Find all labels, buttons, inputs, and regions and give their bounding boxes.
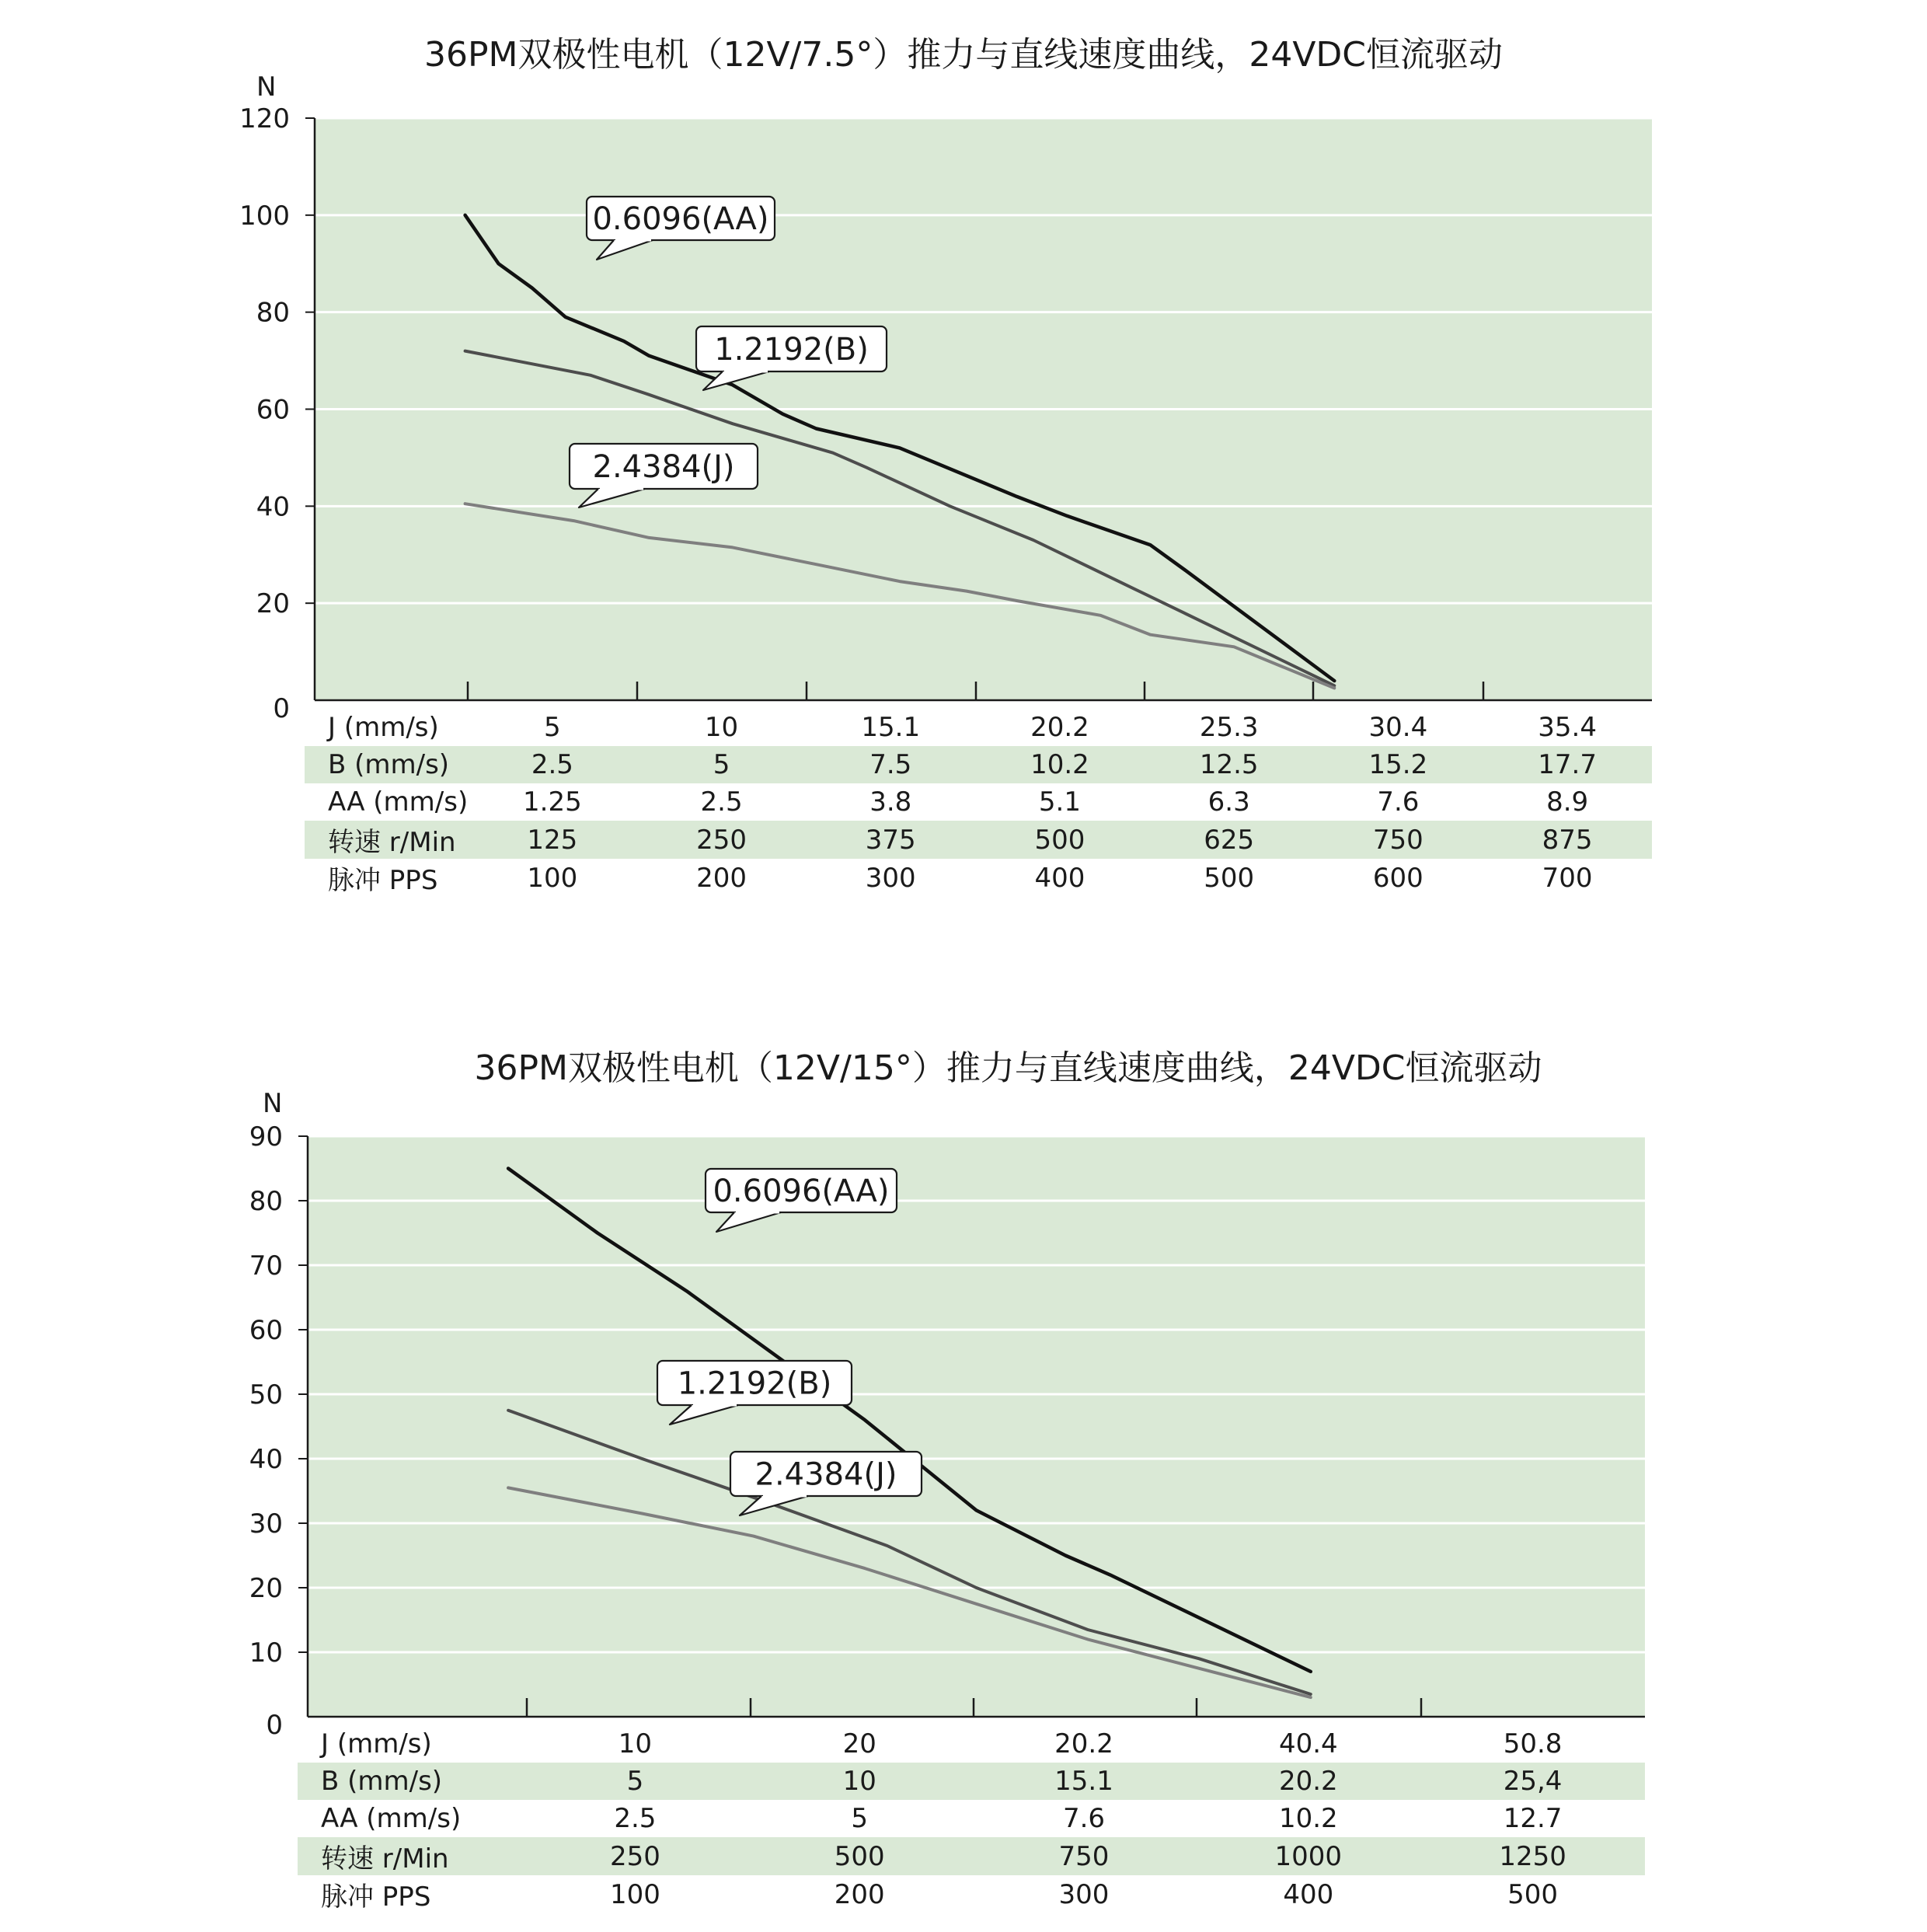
table-row — [298, 1763, 1645, 1800]
table-cell: 10 — [747, 1763, 972, 1800]
table-cell: 5 — [523, 1763, 747, 1800]
y-tick-label: 40 — [256, 491, 290, 523]
table-row — [298, 1837, 1645, 1875]
table-row — [305, 709, 1652, 746]
table-cell: 5 — [851, 1803, 869, 1834]
chart-title: 36PM双极性电机（12V/15°）推力与直线速度曲线，24VDC恒流驱动 — [474, 1048, 1542, 1088]
table-cell: 7.5 — [806, 746, 975, 783]
chart-title: 36PM双极性电机（12V/7.5°）推力与直线速度曲线，24VDC恒流驱动 — [423, 35, 1504, 75]
table-cell: 750 — [1314, 821, 1483, 859]
plot-background — [308, 1136, 1645, 1717]
table-cell: 400 — [1283, 1878, 1334, 1910]
table-cell: 8.9 — [1546, 786, 1589, 818]
table-cell: 700 — [1542, 862, 1593, 894]
y-tick-label: 20 — [249, 1573, 283, 1604]
table-cell: 1250 — [1420, 1837, 1645, 1875]
row-label: J (mm/s) — [321, 1728, 432, 1759]
y-tick-label: 0 — [273, 693, 290, 724]
table-cell: 15.1 — [861, 712, 921, 743]
table-row — [305, 859, 1652, 897]
table-cell: 5 — [544, 712, 561, 743]
table-row — [305, 821, 1652, 859]
table-cell: 20 — [842, 1728, 876, 1759]
y-tick-label: 80 — [249, 1186, 283, 1217]
table-cell: 500 — [1507, 1878, 1559, 1910]
callout-label: 2.4384(J) — [754, 1456, 897, 1493]
callout-label: 0.6096(AA) — [592, 201, 769, 237]
table-cell: 750 — [972, 1837, 1197, 1875]
row-label: 脉冲 PPS — [328, 865, 438, 896]
table-cell: 40.4 — [1278, 1728, 1338, 1759]
row-label: 转速 r/Min — [298, 1837, 523, 1875]
row-label: 脉冲 PPS — [321, 1881, 431, 1913]
table-cell: 200 — [696, 862, 747, 894]
table-cell: 1.25 — [523, 786, 582, 818]
table-cell: 5.1 — [1038, 786, 1081, 818]
callout-label: 2.4384(J) — [592, 449, 735, 485]
callout-label: 0.6096(AA) — [713, 1173, 890, 1209]
table-cell: 35.4 — [1538, 712, 1597, 743]
table-cell: 125 — [468, 821, 637, 859]
table-cell: 400 — [1034, 862, 1085, 894]
table-cell: 250 — [523, 1837, 747, 1875]
table-cell: 7.6 — [1062, 1803, 1106, 1834]
table-cell: 50.8 — [1503, 1728, 1563, 1759]
table-cell: 5 — [637, 746, 807, 783]
table-cell: 17.7 — [1483, 746, 1652, 783]
table-row — [305, 783, 1652, 821]
y-tick-label: 80 — [256, 297, 290, 329]
y-tick-label: 30 — [249, 1508, 283, 1540]
y-axis-unit: N — [263, 1088, 283, 1119]
y-tick-label: 20 — [256, 588, 290, 620]
table-cell: 500 — [1204, 862, 1255, 894]
table-cell: 30.4 — [1368, 712, 1428, 743]
row-label: B (mm/s) — [305, 746, 468, 783]
y-tick-label: 50 — [249, 1379, 283, 1411]
table-cell: 625 — [1145, 821, 1314, 859]
row-label: AA (mm/s) — [321, 1803, 462, 1834]
y-tick-label: 0 — [266, 1710, 283, 1741]
y-tick-label: 40 — [249, 1444, 283, 1475]
table-cell: 200 — [834, 1878, 885, 1910]
table-cell: 7.6 — [1377, 786, 1420, 818]
table-cell: 375 — [806, 821, 975, 859]
y-tick-label: 100 — [239, 200, 290, 232]
table-cell: 300 — [865, 862, 916, 894]
row-label: 转速 r/Min — [305, 821, 468, 859]
table-cell: 2.5 — [700, 786, 743, 818]
row-label: J (mm/s) — [328, 712, 439, 743]
table-cell: 20.2 — [1030, 712, 1089, 743]
table-row — [305, 746, 1652, 783]
table-cell: 100 — [609, 1878, 660, 1910]
y-tick-label: 60 — [249, 1315, 283, 1346]
y-tick-label: 60 — [256, 394, 290, 426]
y-tick-label: 70 — [249, 1250, 283, 1282]
speed-table — [298, 1725, 1645, 1913]
table-row — [298, 1875, 1645, 1913]
table-cell: 10 — [618, 1728, 653, 1759]
table-row — [298, 1725, 1645, 1763]
y-axis-unit: N — [256, 71, 277, 103]
table-cell: 1000 — [1196, 1837, 1420, 1875]
table-cell: 2.5 — [614, 1803, 657, 1834]
table-cell: 12.7 — [1503, 1803, 1563, 1834]
table-cell: 600 — [1372, 862, 1423, 894]
table-cell: 25,4 — [1420, 1763, 1645, 1800]
table-cell: 10.2 — [975, 746, 1145, 783]
table-cell: 10 — [704, 712, 739, 743]
y-tick-label: 10 — [249, 1637, 283, 1669]
table-cell: 500 — [747, 1837, 972, 1875]
table-cell: 20.2 — [1196, 1763, 1420, 1800]
table-cell: 6.3 — [1207, 786, 1250, 818]
table-cell: 3.8 — [869, 786, 912, 818]
table-cell: 15.2 — [1314, 746, 1483, 783]
table-cell: 100 — [527, 862, 578, 894]
table-cell: 20.2 — [1054, 1728, 1113, 1759]
chart-panel-1 — [0, 0, 1927, 933]
table-row — [298, 1800, 1645, 1837]
table-cell: 2.5 — [468, 746, 637, 783]
speed-table — [305, 709, 1652, 897]
row-label: B (mm/s) — [298, 1763, 523, 1800]
callout-label: 1.2192(B) — [677, 1365, 832, 1402]
table-cell: 25.3 — [1199, 712, 1259, 743]
table-cell: 500 — [975, 821, 1145, 859]
table-cell: 15.1 — [972, 1763, 1197, 1800]
table-cell: 875 — [1483, 821, 1652, 859]
table-cell: 300 — [1058, 1878, 1110, 1910]
y-tick-label: 90 — [249, 1121, 283, 1153]
table-cell: 250 — [637, 821, 807, 859]
y-tick-label: 120 — [239, 103, 290, 134]
table-cell: 10.2 — [1278, 1803, 1338, 1834]
table-cell: 12.5 — [1145, 746, 1314, 783]
row-label: AA (mm/s) — [328, 786, 469, 818]
chart-panel-2 — [0, 1010, 1927, 1932]
callout-label: 1.2192(B) — [714, 332, 869, 368]
